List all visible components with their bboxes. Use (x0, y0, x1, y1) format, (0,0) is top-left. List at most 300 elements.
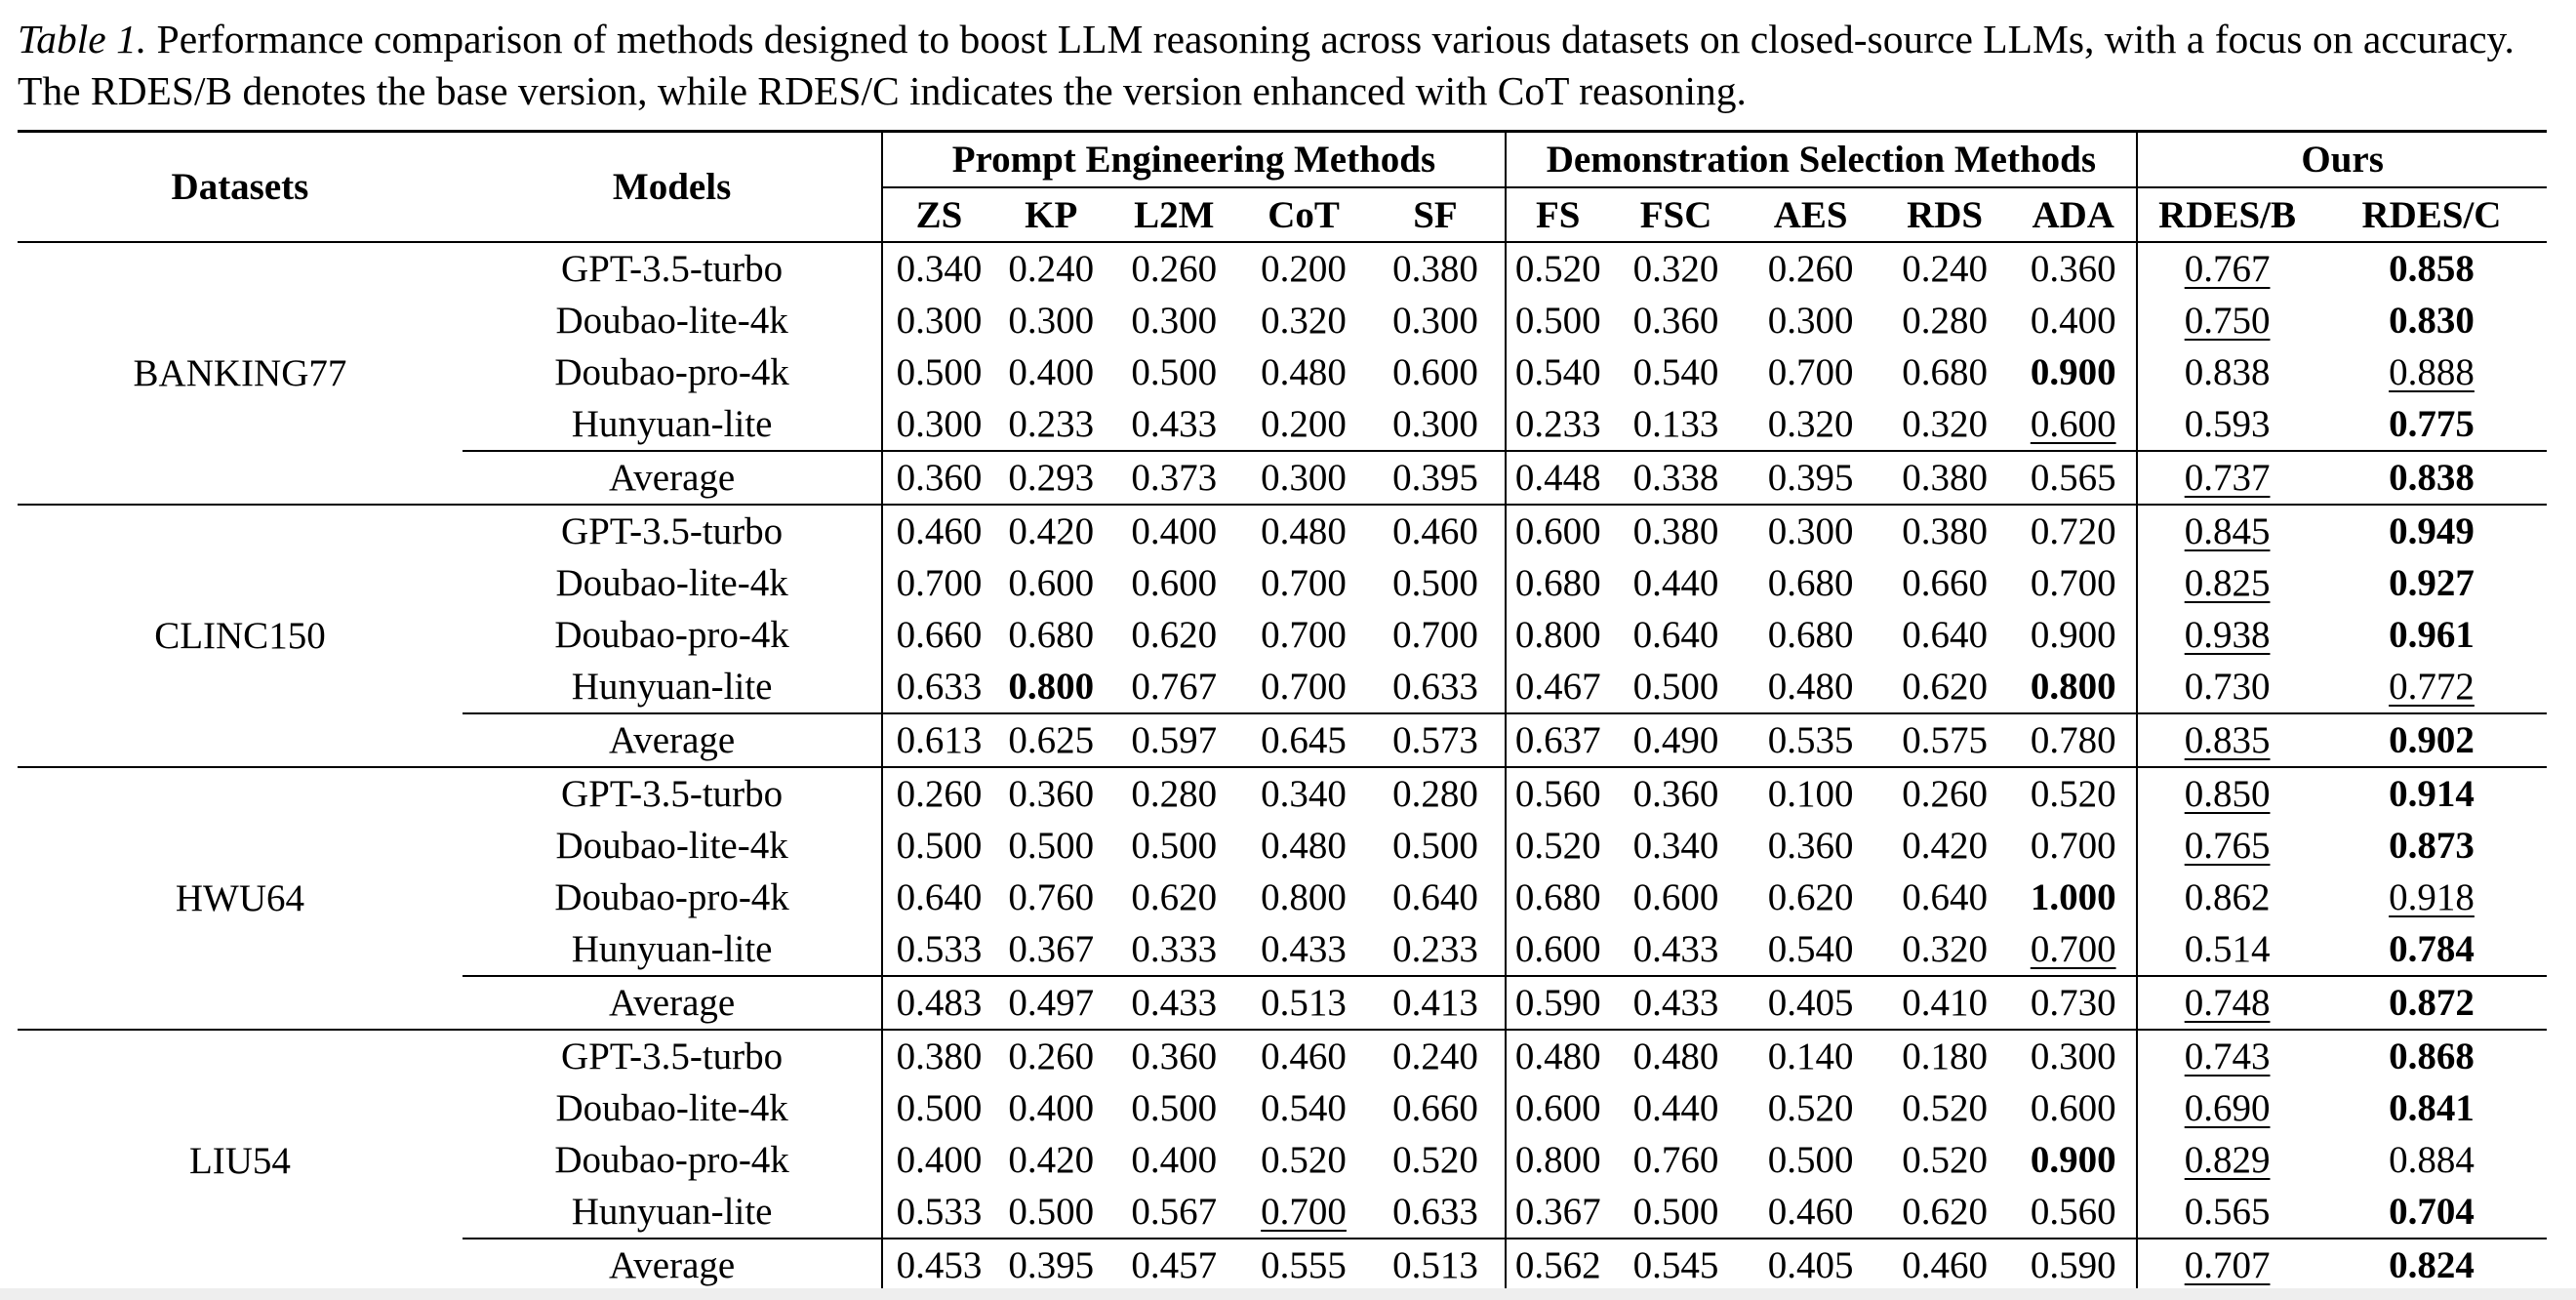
value-cell (1241, 398, 1367, 451)
value: 0.743 (2184, 1036, 2271, 1077)
value: 0.448 (1514, 457, 1601, 499)
value-cell (1610, 295, 1742, 346)
value-cell (2010, 557, 2137, 609)
value-cell (1610, 1030, 1742, 1082)
value: 0.440 (1632, 562, 1719, 604)
value: 0.360 (1632, 300, 1719, 342)
value-cell (1506, 242, 1610, 295)
value-cell (2010, 346, 2137, 398)
value-cell (2137, 505, 2316, 557)
value: 0.633 (1392, 666, 1478, 708)
value-cell (1879, 1030, 2010, 1082)
value: 0.320 (1902, 403, 1988, 445)
value: 0.600 (1632, 876, 1719, 918)
value-cell (1879, 872, 2010, 923)
value-cell (995, 1134, 1107, 1186)
value-cell (1107, 609, 1241, 661)
value: 0.380 (1632, 510, 1719, 552)
value: 0.540 (1261, 1087, 1347, 1129)
value: 0.830 (2389, 300, 2475, 342)
value-cell (1366, 1134, 1505, 1186)
value-cell (1610, 505, 1742, 557)
value-cell (1610, 661, 1742, 713)
value: 0.360 (1767, 825, 1854, 867)
value-cell (1506, 346, 1610, 398)
header-col-fsc: FSC (1610, 187, 1742, 242)
value: 0.300 (2030, 1036, 2116, 1077)
value: 0.457 (1131, 1244, 1218, 1286)
header-col-zs: ZS (882, 187, 994, 242)
value-cell (995, 295, 1107, 346)
value: 0.540 (1632, 351, 1719, 393)
value-cell (1742, 713, 1879, 767)
value: 0.800 (1008, 666, 1095, 708)
value: 0.514 (2184, 928, 2271, 970)
value-cell (1107, 767, 1241, 820)
value: 0.700 (1261, 1191, 1347, 1233)
value: 0.240 (1008, 248, 1095, 290)
value: 0.440 (1632, 1087, 1719, 1129)
value: 0.433 (1632, 982, 1719, 1024)
value: 0.433 (1131, 403, 1218, 445)
value-cell (1366, 1030, 1505, 1082)
value: 0.620 (1131, 614, 1218, 656)
value: 0.772 (2389, 666, 2475, 708)
value: 0.700 (2030, 562, 2116, 604)
value-cell (995, 557, 1107, 609)
value: 0.520 (1902, 1087, 1988, 1129)
value: 0.240 (1902, 248, 1988, 290)
value: 0.500 (1131, 351, 1218, 393)
value: 0.704 (2389, 1191, 2475, 1233)
value: 0.800 (1514, 614, 1601, 656)
value: 0.320 (1767, 403, 1854, 445)
value: 0.405 (1767, 982, 1854, 1024)
value: 0.760 (1632, 1139, 1719, 1181)
value-cell (882, 609, 994, 661)
value: 0.637 (1514, 719, 1601, 761)
model-name: Average (463, 976, 882, 1030)
value-cell (1241, 713, 1367, 767)
value-cell (2010, 1030, 2137, 1082)
value-cell (1241, 295, 1367, 346)
value: 0.961 (2389, 614, 2475, 656)
value: 0.500 (1008, 1191, 1095, 1233)
table-row (18, 505, 2547, 557)
model-name: Hunyuan-lite (571, 1191, 773, 1233)
value: 0.562 (1514, 1244, 1601, 1286)
value: 0.845 (2184, 510, 2271, 552)
value: 0.480 (1514, 1036, 1601, 1077)
value-cell (882, 346, 994, 398)
value-cell (1506, 505, 1610, 557)
value: 0.918 (2389, 876, 2475, 918)
value: 0.700 (1261, 614, 1347, 656)
value: 0.600 (1392, 351, 1478, 393)
value: 0.888 (2389, 351, 2475, 393)
value-cell (1241, 767, 1367, 820)
value: 0.480 (1261, 351, 1347, 393)
value: 0.400 (2030, 300, 2116, 342)
value-cell (1742, 557, 1879, 609)
value: 0.680 (1008, 614, 1095, 656)
value: 0.500 (1008, 825, 1095, 867)
value-cell (1241, 346, 1367, 398)
value: 0.593 (2184, 403, 2271, 445)
value-cell (2137, 767, 2316, 820)
value-cell (1506, 451, 1610, 505)
value: 0.567 (1131, 1191, 1218, 1233)
value: 0.760 (1008, 876, 1095, 918)
value-cell (1366, 609, 1505, 661)
value: 0.545 (1632, 1244, 1719, 1286)
value: 0.767 (1131, 666, 1218, 708)
value-cell (1610, 713, 1742, 767)
value: 0.765 (2184, 825, 2271, 867)
value: 0.680 (1514, 562, 1601, 604)
value: 0.260 (1008, 1036, 1095, 1077)
value-cell (2316, 346, 2547, 398)
value: 0.873 (2389, 825, 2475, 867)
value-cell (1879, 295, 2010, 346)
value-cell (2137, 923, 2316, 976)
value-cell (2137, 713, 2316, 767)
value: 0.620 (1902, 1191, 1988, 1233)
value-cell (1241, 451, 1367, 505)
value: 1.000 (2030, 876, 2116, 918)
model-name: GPT-3.5-turbo (463, 1030, 882, 1082)
value: 0.500 (1131, 1087, 1218, 1129)
dataset-name: CLINC150 (18, 505, 463, 767)
value: 0.600 (1131, 562, 1218, 604)
value-cell (2137, 1134, 2316, 1186)
value: 0.829 (2184, 1139, 2271, 1181)
dataset-group-hwu64 (18, 767, 2547, 1030)
value: 0.233 (1392, 928, 1478, 970)
value: 0.300 (896, 403, 983, 445)
header-col-rds: RDS (1879, 187, 2010, 242)
model-name: GPT-3.5-turbo (463, 505, 882, 557)
header-col-sf: SF (1366, 187, 1505, 242)
value: 0.597 (1131, 719, 1218, 761)
value: 0.340 (1632, 825, 1719, 867)
value: 0.575 (1902, 719, 1988, 761)
value-cell (2316, 609, 2547, 661)
value: 0.862 (2184, 876, 2271, 918)
value: 0.700 (1261, 562, 1347, 604)
value: 0.490 (1632, 719, 1719, 761)
value: 0.480 (1261, 510, 1347, 552)
value: 0.360 (1131, 1036, 1218, 1077)
value-cell (995, 1082, 1107, 1134)
value: 0.260 (1767, 248, 1854, 290)
value: 0.560 (1514, 773, 1601, 815)
value-cell (1107, 1082, 1241, 1134)
model-name: Hunyuan-lite (571, 403, 773, 445)
value: 0.660 (896, 614, 983, 656)
value-cell (1506, 713, 1610, 767)
value: 0.240 (1392, 1036, 1478, 1077)
value: 0.633 (896, 666, 983, 708)
value-cell (2137, 1186, 2316, 1239)
value-cell (2010, 1186, 2137, 1239)
value-cell (2316, 242, 2547, 295)
value: 0.640 (896, 876, 983, 918)
value: 0.360 (1008, 773, 1095, 815)
value-cell (2010, 295, 2137, 346)
value-cell (2010, 767, 2137, 820)
value-cell (2010, 451, 2137, 505)
value: 0.884 (2389, 1139, 2475, 1181)
value-cell (882, 398, 994, 451)
value: 0.600 (1514, 510, 1601, 552)
value-cell (1879, 661, 2010, 713)
value: 0.320 (1902, 928, 1988, 970)
value: 0.600 (2030, 1087, 2116, 1129)
value-cell (1241, 923, 1367, 976)
value: 0.613 (896, 719, 983, 761)
value: 0.645 (1261, 719, 1347, 761)
value-cell (995, 505, 1107, 557)
value: 0.380 (1902, 510, 1988, 552)
value: 0.480 (1632, 1036, 1719, 1077)
value-cell (1742, 295, 1879, 346)
value-cell (1107, 820, 1241, 872)
value-cell (995, 609, 1107, 661)
value-cell (1742, 609, 1879, 661)
value: 0.367 (1008, 928, 1095, 970)
value-cell (1241, 505, 1367, 557)
value-cell (1506, 767, 1610, 820)
value-cell (995, 872, 1107, 923)
value: 0.500 (1131, 825, 1218, 867)
value: 0.660 (1902, 562, 1988, 604)
value: 0.838 (2389, 457, 2475, 499)
value: 0.500 (1632, 666, 1719, 708)
value-cell (1610, 1239, 1742, 1293)
value-cell (1241, 242, 1367, 295)
value-cell (882, 767, 994, 820)
value-cell (882, 661, 994, 713)
value-cell (1742, 242, 1879, 295)
value: 0.850 (2184, 773, 2271, 815)
value-cell (1610, 923, 1742, 976)
value: 0.565 (2030, 457, 2116, 499)
value-cell (1879, 1239, 2010, 1293)
value: 0.480 (1261, 825, 1347, 867)
value-cell (2316, 661, 2547, 713)
value: 0.900 (2030, 1139, 2116, 1181)
value: 0.824 (2389, 1244, 2475, 1286)
value-cell (1610, 1134, 1742, 1186)
model-name: Average (463, 451, 882, 505)
value: 0.500 (896, 825, 983, 867)
value: 0.380 (1392, 248, 1478, 290)
value: 0.420 (1008, 1139, 1095, 1181)
value: 0.483 (896, 982, 983, 1024)
value-cell (1879, 505, 2010, 557)
value-cell (1742, 1186, 1879, 1239)
value: 0.133 (1632, 403, 1719, 445)
value: 0.700 (2030, 825, 2116, 867)
header-col-l2m: L2M (1107, 187, 1241, 242)
value-cell (882, 1239, 994, 1293)
value: 0.730 (2030, 982, 2116, 1024)
value-cell (1879, 1082, 2010, 1134)
value: 0.555 (1261, 1244, 1347, 1286)
value: 0.260 (896, 773, 983, 815)
value-cell (1241, 872, 1367, 923)
value-cell (2010, 923, 2137, 976)
value-cell (1241, 1239, 1367, 1293)
value: 0.300 (1392, 403, 1478, 445)
value: 0.400 (1008, 1087, 1095, 1129)
value-cell (1742, 661, 1879, 713)
value-cell (1610, 557, 1742, 609)
value-cell (1366, 451, 1505, 505)
value-cell (2137, 1082, 2316, 1134)
value: 0.513 (1261, 982, 1347, 1024)
value-cell (1506, 1134, 1610, 1186)
value: 0.748 (2184, 982, 2271, 1024)
value-cell (1742, 346, 1879, 398)
header-col-aes: AES (1742, 187, 1879, 242)
value-cell (1610, 976, 1742, 1030)
value-cell (1610, 1186, 1742, 1239)
value: 0.500 (896, 1087, 983, 1129)
value-cell (1366, 820, 1505, 872)
dataset-group-liu54 (18, 1030, 2547, 1293)
value-cell (1506, 557, 1610, 609)
value-cell (1366, 661, 1505, 713)
value-cell (2010, 1082, 2137, 1134)
value: 0.433 (1131, 982, 1218, 1024)
header-group-prompt-engineering: Prompt Engineering Methods (882, 132, 1505, 188)
value-cell (2316, 1239, 2547, 1293)
value-cell (1742, 767, 1879, 820)
model-name: Doubao-pro-4k (554, 1139, 789, 1181)
value-cell (995, 713, 1107, 767)
value-cell (2316, 1186, 2547, 1239)
value-cell (2316, 295, 2547, 346)
value: 0.660 (1392, 1087, 1478, 1129)
value-cell (2316, 1030, 2547, 1082)
value-cell (1506, 1082, 1610, 1134)
value-cell (1107, 976, 1241, 1030)
value: 0.560 (2030, 1191, 2116, 1233)
value: 0.453 (896, 1244, 983, 1286)
value: 0.533 (896, 1191, 983, 1233)
value: 0.410 (1902, 982, 1988, 1024)
value: 0.420 (1902, 825, 1988, 867)
value-cell (2137, 242, 2316, 295)
value-cell (1506, 820, 1610, 872)
value: 0.260 (1902, 773, 1988, 815)
value-cell (995, 767, 1107, 820)
value: 0.480 (1767, 666, 1854, 708)
value: 0.730 (2184, 666, 2271, 708)
value-cell (1366, 557, 1505, 609)
value-cell (1742, 872, 1879, 923)
value-cell (1742, 820, 1879, 872)
value-cell (1107, 661, 1241, 713)
value-cell (2137, 609, 2316, 661)
value: 0.533 (896, 928, 983, 970)
table-row (18, 1030, 2547, 1082)
value-cell (882, 872, 994, 923)
value-cell (2137, 346, 2316, 398)
value-cell (1366, 1186, 1505, 1239)
value-cell (1107, 923, 1241, 976)
value: 0.750 (2184, 300, 2271, 342)
value: 0.938 (2184, 614, 2271, 656)
value-cell (2010, 1134, 2137, 1186)
value: 0.775 (2389, 403, 2475, 445)
value-cell (1610, 398, 1742, 451)
value-cell (2137, 295, 2316, 346)
value-cell (1107, 451, 1241, 505)
value-cell (1610, 242, 1742, 295)
value-cell (1366, 505, 1505, 557)
value-cell (1107, 1030, 1241, 1082)
value-cell (2137, 976, 2316, 1030)
model-name: GPT-3.5-turbo (463, 767, 882, 820)
value-cell (1879, 713, 2010, 767)
value-cell (1241, 1186, 1367, 1239)
value-cell (1107, 1134, 1241, 1186)
value-cell (1366, 1239, 1505, 1293)
value: 0.420 (1008, 510, 1095, 552)
value: 0.340 (896, 248, 983, 290)
value: 0.320 (1632, 248, 1719, 290)
value-cell (1742, 398, 1879, 451)
model-name: Doubao-lite-4k (555, 562, 788, 604)
header-datasets: Datasets (18, 132, 463, 243)
value: 0.233 (1008, 403, 1095, 445)
value-cell (2316, 1082, 2547, 1134)
value: 0.300 (1131, 300, 1218, 342)
value: 0.680 (1767, 614, 1854, 656)
value-cell (1879, 557, 2010, 609)
model-name: Doubao-pro-4k (554, 876, 789, 918)
value-cell (995, 820, 1107, 872)
value-cell (2316, 398, 2547, 451)
value: 0.520 (1767, 1087, 1854, 1129)
value: 0.835 (2184, 719, 2271, 761)
value-cell (1506, 295, 1610, 346)
value-cell (995, 976, 1107, 1030)
value-cell (1241, 1082, 1367, 1134)
value: 0.784 (2389, 928, 2475, 970)
value: 0.280 (1131, 773, 1218, 815)
value: 0.200 (1261, 248, 1347, 290)
value: 0.858 (2389, 248, 2475, 290)
value-cell (2010, 661, 2137, 713)
value-cell (1366, 923, 1505, 976)
caption-text: Performance comparison of methods designed to boost LLM reasoning across various datasets on closed-source LLMs, with a focus on accuracy. The RDES/B denotes the base version, while RDES/C indicates the version enhanced with CoT reasoning. (18, 17, 2515, 113)
value-cell (882, 1030, 994, 1082)
value: 0.380 (1902, 457, 1988, 499)
value-cell (1879, 346, 2010, 398)
value-cell (1610, 1082, 1742, 1134)
value-cell (2316, 872, 2547, 923)
value: 0.800 (1261, 876, 1347, 918)
value: 0.400 (896, 1139, 983, 1181)
value: 0.395 (1767, 457, 1854, 499)
value-cell (1366, 976, 1505, 1030)
value: 0.625 (1008, 719, 1095, 761)
value: 0.720 (2030, 510, 2116, 552)
